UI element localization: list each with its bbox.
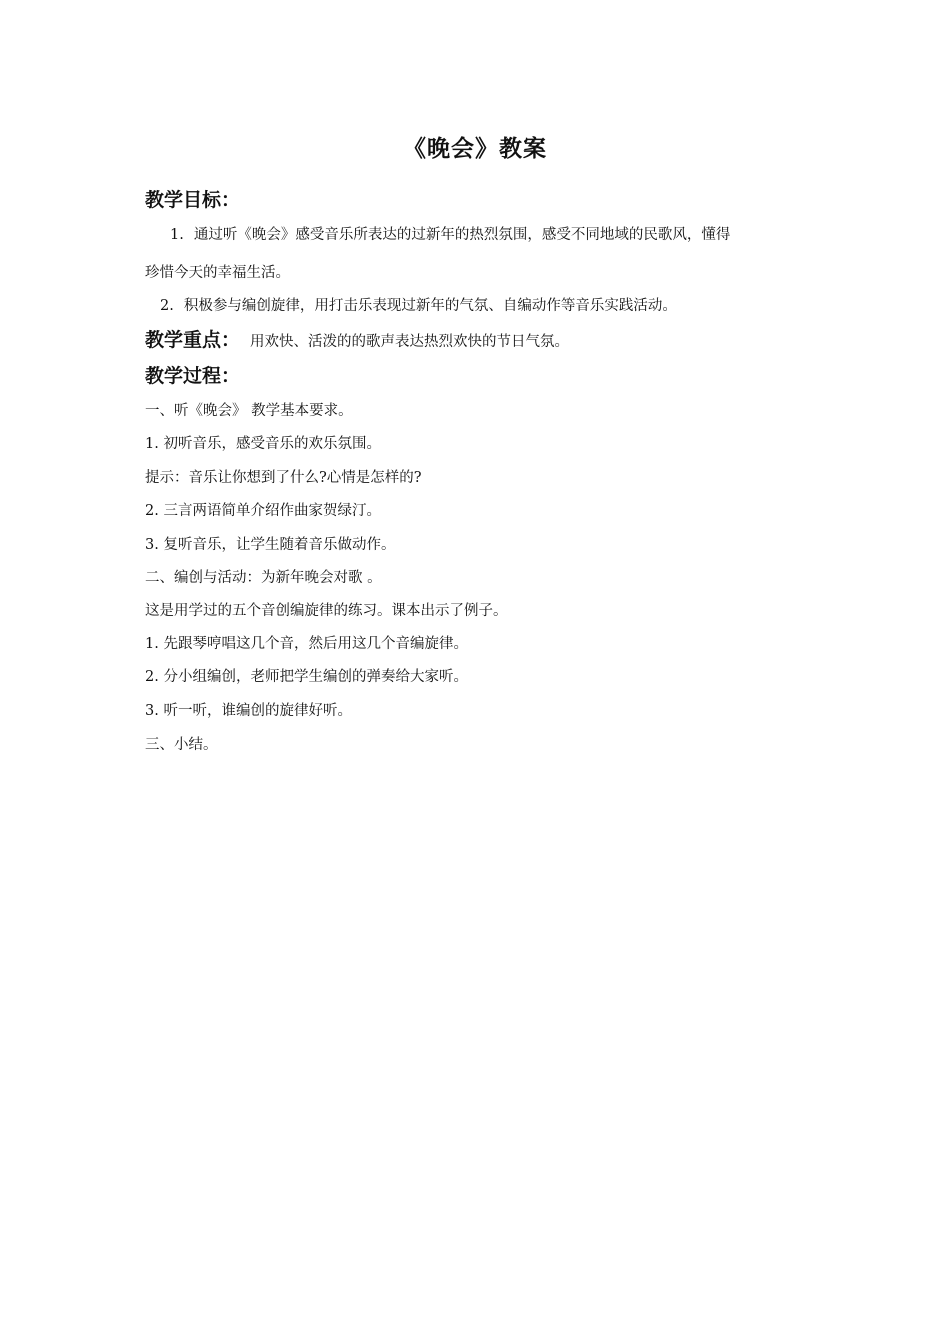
focus-text: 用欢快、活泼的的歌声表达热烈欢快的节日气氛。 [250, 334, 570, 350]
process-line: 提示：音乐让你想到了什么?心情是怎样的? [145, 470, 422, 486]
process-line: 1. 初听音乐，感受音乐的欢乐氛围。 [145, 436, 381, 452]
process-line: 3. 听一听，谁编创的旋律好听。 [145, 703, 352, 719]
objective-item-1-text: 通过听《晚会》感受音乐所表达的过新年的热烈氛围，感受不同地域的民歌风，懂得 [193, 227, 731, 243]
process-line: 1. 先跟琴哼唱这几个音，然后用这几个音编旋律。 [145, 636, 468, 652]
process-line: 2. 分小组编创，老师把学生编创的弹奏给大家听。 [145, 669, 468, 685]
process-line: 一、听《晚会》 教学基本要求。 [145, 403, 353, 419]
process-line: 二、编创与活动：为新年晚会对歌 。 [145, 570, 382, 586]
process-heading: 教学过程： [145, 365, 241, 387]
document-title: 《晚会》教案 [403, 136, 547, 162]
process-line: 3. 复听音乐，让学生随着音乐做动作。 [145, 537, 396, 553]
objective-item-2-number: 2. [160, 298, 174, 314]
objectives-heading: 教学目标： [145, 189, 241, 211]
process-line: 三、小结。 [145, 737, 218, 753]
objective-item-2 [160, 295, 677, 317]
objective-item-1-number: 1. [170, 227, 184, 243]
objective-item-2-text: 积极参与编创旋律，用打击乐表现过新年的气氛、自编动作等音乐实践活动。 [183, 298, 677, 314]
objective-item-1 [170, 224, 730, 246]
objective-item-1-continuation: 珍惜今天的幸福生活。 [145, 265, 290, 281]
process-line: 2. 三言两语简单介绍作曲家贺绿汀。 [145, 503, 381, 519]
focus-heading-label: 教学重点： [145, 329, 241, 351]
process-line: 这是用学过的五个音创编旋律的练习。课本出示了例子。 [145, 603, 508, 619]
focus-heading [145, 326, 569, 356]
